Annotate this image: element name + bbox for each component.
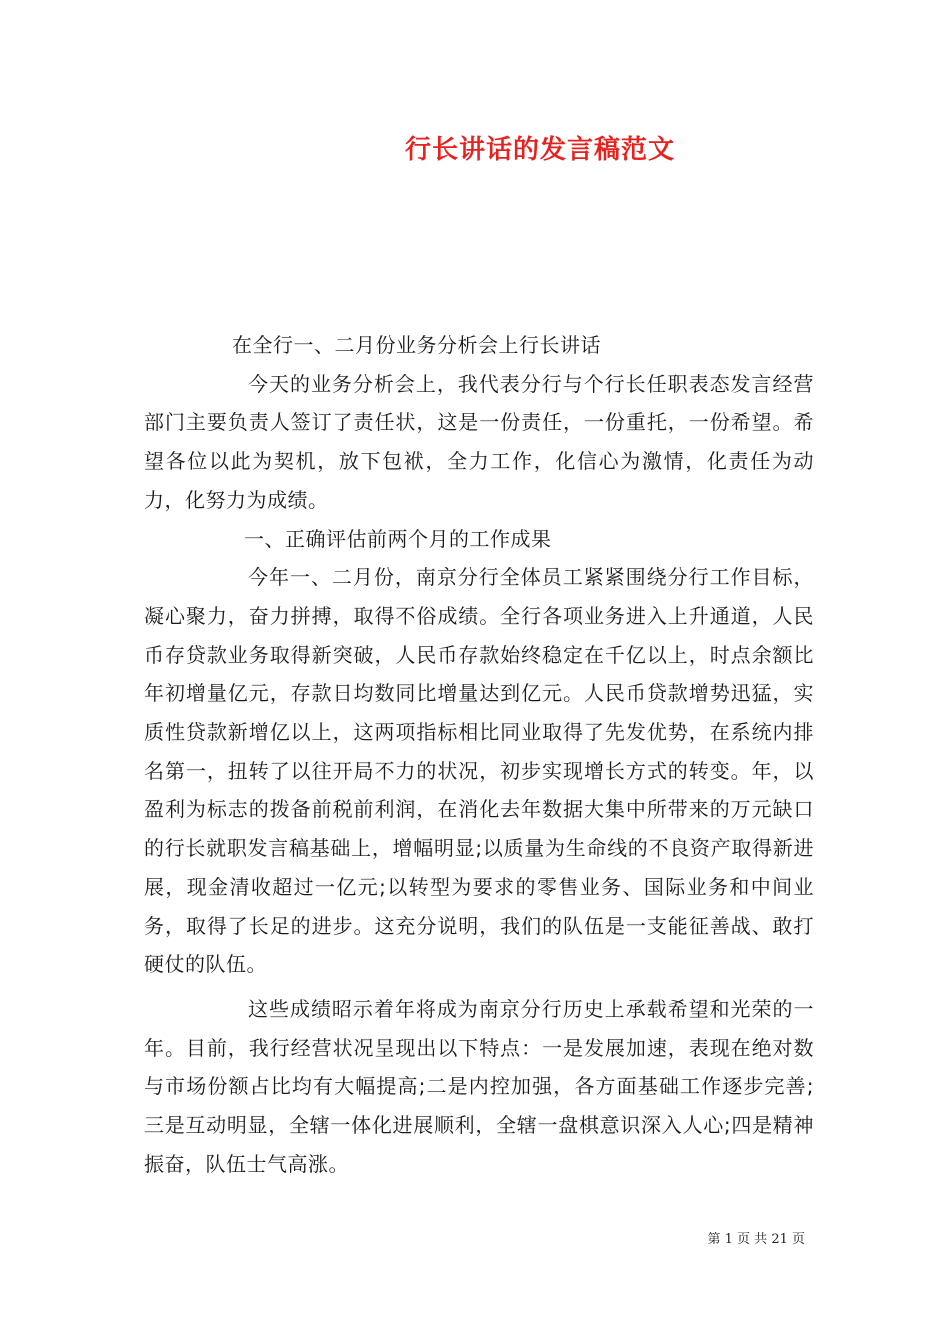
speech-subtitle: 在全行一、二月份业务分析会上行长讲话 [232, 333, 601, 357]
section-heading-1: 一、正确评估前两个月的工作成果 [244, 526, 552, 551]
document-body [144, 326, 814, 1183]
page-number: 第 1 页 共 21 页 [707, 1232, 805, 1247]
paragraph-features: 这些成绩昭示着年将成为南京分行历史上承载希望和光荣的一年。目前，我行经营状况呈现出以下特点：一是发展加速，表现在绝对数与市场份额占比均有大幅提高;二是内控加强，各方面基础工作逐步完善;三是互动明显，全辖一体化进展顺利，全辖一盘棋意识深入人心;四是精神振奋，队伍士气高涨。 [144, 996, 814, 1176]
paragraph-achievements: 今年一、二月份，南京分行全体员工紧紧围绕分行工作目标，凝心聚力，奋力拼搏，取得不俗成绩。全行各项业务进入上升通道，人民币存贷款业务取得新突破，人民币存款始终稳定在千亿以上，时点余额比年初增量亿元，存款日均数同比增量达到亿元。人民币贷款增势迅猛，实质性贷款新增亿以上，这两项指标相比同业取得了先发优势，在系统内排名第一，扭转了以往开局不力的状况，初步实现增长方式的转变。年，以盈利为标志的拨备前税前利润，在消化去年数据大集中所带来的万元缺口的行长就职发言稿基础上，增幅明显;以质量为生命线的不良资产取得新进展，现金清收超过一亿元;以转型为要求的零售业务、国际业务和中间业务，取得了长足的进步。这充分说明，我们的队伍是一支能征善战、敢打硬仗的队伍。 [144, 565, 814, 977]
paragraph-opening: 今天的业务分析会上，我代表分行与个行长任职表态发言经营部门主要负责人签订了责任状，这是一份责任，一份重托，一份希望。希望各位以此为契机，放下包袱，全力工作，化信心为激情，化责任为动力，化努力为成绩。 [144, 371, 814, 512]
document-title: 行长讲话的发言稿范文 [404, 135, 675, 165]
